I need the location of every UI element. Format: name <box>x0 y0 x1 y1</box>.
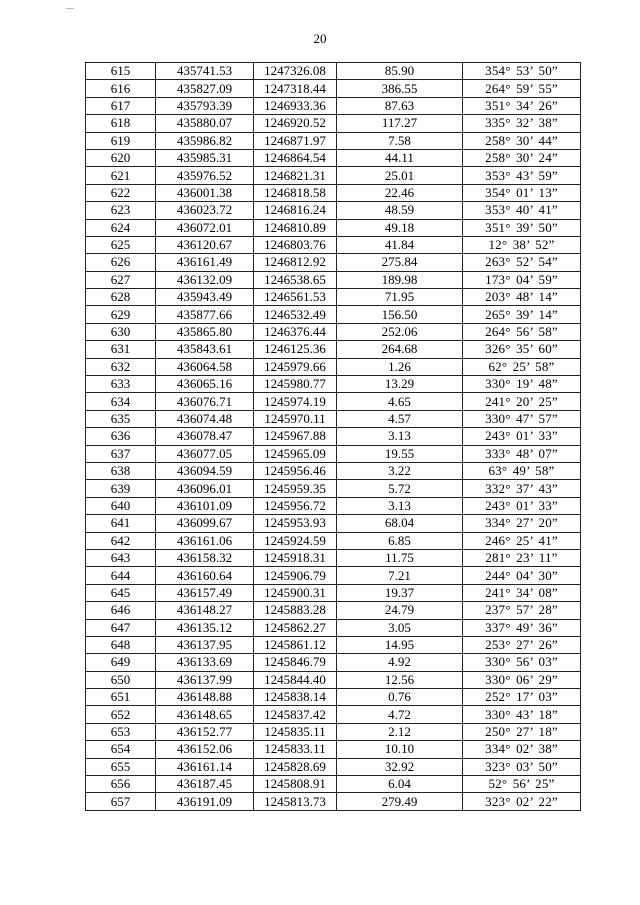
y-coordinate-cell: 1245918.31 <box>254 549 337 566</box>
x-coordinate-cell: 436074.48 <box>156 410 254 427</box>
bearing-cell: 323° 02’ 22” <box>463 793 581 810</box>
y-coordinate-cell: 1245837.42 <box>254 706 337 723</box>
x-coordinate-cell: 436137.95 <box>156 636 254 653</box>
distance-cell: 11.75 <box>337 549 463 566</box>
bearing-cell: 334° 27’ 20” <box>463 515 581 532</box>
y-coordinate-cell: 1245900.31 <box>254 584 337 601</box>
distance-cell: 7.58 <box>337 132 463 149</box>
y-coordinate-cell: 1246920.52 <box>254 115 337 132</box>
bearing-cell: 334° 02’ 38” <box>463 741 581 758</box>
table-row <box>86 323 581 340</box>
table-row <box>86 532 581 549</box>
x-coordinate-cell: 436094.59 <box>156 462 254 479</box>
bearing-cell: 203° 48’ 14” <box>463 289 581 306</box>
bearing-cell: 335° 32’ 38” <box>463 115 581 132</box>
table-row <box>86 723 581 740</box>
distance-cell: 13.29 <box>337 376 463 393</box>
distance-cell: 12.56 <box>337 671 463 688</box>
distance-cell: 279.49 <box>337 793 463 810</box>
distance-cell: 2.12 <box>337 723 463 740</box>
bearing-cell: 281° 23’ 11” <box>463 549 581 566</box>
distance-cell: 4.57 <box>337 410 463 427</box>
coordinates-table <box>85 62 581 811</box>
point-number-cell: 650 <box>86 671 156 688</box>
distance-cell: 22.46 <box>337 184 463 201</box>
point-number-cell: 636 <box>86 428 156 445</box>
distance-cell: 386.55 <box>337 80 463 97</box>
point-number-cell: 653 <box>86 723 156 740</box>
table-row <box>86 289 581 306</box>
x-coordinate-cell: 436133.69 <box>156 654 254 671</box>
y-coordinate-cell: 1246532.49 <box>254 306 337 323</box>
x-coordinate-cell: 436148.88 <box>156 689 254 706</box>
point-number-cell: 630 <box>86 323 156 340</box>
table-row <box>86 445 581 462</box>
y-coordinate-cell: 1245980.77 <box>254 376 337 393</box>
y-coordinate-cell: 1245846.79 <box>254 654 337 671</box>
x-coordinate-cell: 436096.01 <box>156 480 254 497</box>
point-number-cell: 632 <box>86 358 156 375</box>
x-coordinate-cell: 436023.72 <box>156 202 254 219</box>
x-coordinate-cell: 436148.65 <box>156 706 254 723</box>
bearing-cell: 258° 30’ 44” <box>463 132 581 149</box>
table-body <box>86 63 581 811</box>
distance-cell: 7.21 <box>337 567 463 584</box>
bearing-cell: 353° 43’ 59” <box>463 167 581 184</box>
point-number-cell: 644 <box>86 567 156 584</box>
bearing-cell: 241° 34’ 08” <box>463 584 581 601</box>
table-row <box>86 758 581 775</box>
bearing-cell: 265° 39’ 14” <box>463 306 581 323</box>
x-coordinate-cell: 436137.99 <box>156 671 254 688</box>
table-row <box>86 567 581 584</box>
table-row <box>86 254 581 271</box>
distance-cell: 189.98 <box>337 271 463 288</box>
bearing-cell: 250° 27’ 18” <box>463 723 581 740</box>
table-row <box>86 497 581 514</box>
x-coordinate-cell: 436077.05 <box>156 445 254 462</box>
distance-cell: 68.04 <box>337 515 463 532</box>
bearing-cell: 173° 04’ 59” <box>463 271 581 288</box>
distance-cell: 3.13 <box>337 428 463 445</box>
distance-cell: 25.01 <box>337 167 463 184</box>
table-row <box>86 689 581 706</box>
point-number-cell: 617 <box>86 97 156 114</box>
table-row <box>86 671 581 688</box>
table-row <box>86 393 581 410</box>
y-coordinate-cell: 1245844.40 <box>254 671 337 688</box>
distance-cell: 85.90 <box>337 63 463 80</box>
table-row <box>86 741 581 758</box>
bearing-cell: 258° 30’ 24” <box>463 149 581 166</box>
x-coordinate-cell: 436101.09 <box>156 497 254 514</box>
bearing-cell: 63° 49’ 58” <box>463 462 581 479</box>
x-coordinate-cell: 436161.49 <box>156 254 254 271</box>
point-number-cell: 652 <box>86 706 156 723</box>
point-number-cell: 631 <box>86 341 156 358</box>
distance-cell: 71.95 <box>337 289 463 306</box>
bearing-cell: 244° 04’ 30” <box>463 567 581 584</box>
table-row <box>86 306 581 323</box>
distance-cell: 264.68 <box>337 341 463 358</box>
bearing-cell: 332° 37’ 43” <box>463 480 581 497</box>
x-coordinate-cell: 436065.16 <box>156 376 254 393</box>
distance-cell: 19.55 <box>337 445 463 462</box>
x-coordinate-cell: 436064.58 <box>156 358 254 375</box>
y-coordinate-cell: 1245953.93 <box>254 515 337 532</box>
y-coordinate-cell: 1245965.09 <box>254 445 337 462</box>
point-number-cell: 642 <box>86 532 156 549</box>
distance-cell: 87.63 <box>337 97 463 114</box>
y-coordinate-cell: 1246538.65 <box>254 271 337 288</box>
y-coordinate-cell: 1245967.88 <box>254 428 337 445</box>
point-number-cell: 654 <box>86 741 156 758</box>
table-row <box>86 515 581 532</box>
table-row <box>86 428 581 445</box>
bearing-cell: 246° 25’ 41” <box>463 532 581 549</box>
table-row <box>86 602 581 619</box>
bearing-cell: 52° 56’ 25” <box>463 776 581 793</box>
bearing-cell: 243° 01’ 33” <box>463 497 581 514</box>
x-coordinate-cell: 436158.32 <box>156 549 254 566</box>
y-coordinate-cell: 1245862.27 <box>254 619 337 636</box>
distance-cell: 32.92 <box>337 758 463 775</box>
table-row <box>86 549 581 566</box>
y-coordinate-cell: 1246810.89 <box>254 219 337 236</box>
point-number-cell: 657 <box>86 793 156 810</box>
y-coordinate-cell: 1245833.11 <box>254 741 337 758</box>
point-number-cell: 618 <box>86 115 156 132</box>
bearing-cell: 330° 47’ 57” <box>463 410 581 427</box>
bearing-cell: 330° 56’ 03” <box>463 654 581 671</box>
x-coordinate-cell: 435943.49 <box>156 289 254 306</box>
y-coordinate-cell: 1245979.66 <box>254 358 337 375</box>
x-coordinate-cell: 435976.52 <box>156 167 254 184</box>
point-number-cell: 627 <box>86 271 156 288</box>
y-coordinate-cell: 1247326.08 <box>254 63 337 80</box>
bearing-cell: 243° 01’ 33” <box>463 428 581 445</box>
y-coordinate-cell: 1246376.44 <box>254 323 337 340</box>
y-coordinate-cell: 1245924.59 <box>254 532 337 549</box>
y-coordinate-cell: 1246125.36 <box>254 341 337 358</box>
point-number-cell: 645 <box>86 584 156 601</box>
point-number-cell: 634 <box>86 393 156 410</box>
bearing-cell: 351° 34’ 26” <box>463 97 581 114</box>
x-coordinate-cell: 435880.07 <box>156 115 254 132</box>
y-coordinate-cell: 1246816.24 <box>254 202 337 219</box>
table-row <box>86 776 581 793</box>
point-number-cell: 638 <box>86 462 156 479</box>
distance-cell: 3.05 <box>337 619 463 636</box>
point-number-cell: 639 <box>86 480 156 497</box>
point-number-cell: 656 <box>86 776 156 793</box>
point-number-cell: 635 <box>86 410 156 427</box>
x-coordinate-cell: 436148.27 <box>156 602 254 619</box>
y-coordinate-cell: 1245883.28 <box>254 602 337 619</box>
y-coordinate-cell: 1246864.54 <box>254 149 337 166</box>
distance-cell: 275.84 <box>337 254 463 271</box>
x-coordinate-cell: 435986.82 <box>156 132 254 149</box>
bearing-cell: 333° 48’ 07” <box>463 445 581 462</box>
table-row <box>86 654 581 671</box>
point-number-cell: 620 <box>86 149 156 166</box>
y-coordinate-cell: 1245835.11 <box>254 723 337 740</box>
table-row <box>86 63 581 80</box>
table-row <box>86 584 581 601</box>
x-coordinate-cell: 436187.45 <box>156 776 254 793</box>
point-number-cell: 647 <box>86 619 156 636</box>
table-row <box>86 236 581 253</box>
distance-cell: 252.06 <box>337 323 463 340</box>
point-number-cell: 622 <box>86 184 156 201</box>
x-coordinate-cell: 435827.09 <box>156 80 254 97</box>
point-number-cell: 648 <box>86 636 156 653</box>
y-coordinate-cell: 1245808.91 <box>254 776 337 793</box>
bearing-cell: 263° 52’ 54” <box>463 254 581 271</box>
y-coordinate-cell: 1245959.35 <box>254 480 337 497</box>
y-coordinate-cell: 1245956.46 <box>254 462 337 479</box>
point-number-cell: 641 <box>86 515 156 532</box>
y-coordinate-cell: 1245974.19 <box>254 393 337 410</box>
distance-cell: 156.50 <box>337 306 463 323</box>
bearing-cell: 62° 25’ 58” <box>463 358 581 375</box>
distance-cell: 0.76 <box>337 689 463 706</box>
x-coordinate-cell: 436132.09 <box>156 271 254 288</box>
bearing-cell: 237° 57’ 28” <box>463 602 581 619</box>
table-row <box>86 410 581 427</box>
y-coordinate-cell: 1245956.72 <box>254 497 337 514</box>
distance-cell: 41.84 <box>337 236 463 253</box>
y-coordinate-cell: 1246803.76 <box>254 236 337 253</box>
table-row <box>86 376 581 393</box>
bearing-cell: 330° 19’ 48” <box>463 376 581 393</box>
y-coordinate-cell: 1245970.11 <box>254 410 337 427</box>
y-coordinate-cell: 1246561.53 <box>254 289 337 306</box>
bearing-cell: 326° 35’ 60” <box>463 341 581 358</box>
x-coordinate-cell: 435865.80 <box>156 323 254 340</box>
table-row <box>86 706 581 723</box>
x-coordinate-cell: 436161.14 <box>156 758 254 775</box>
table-row <box>86 462 581 479</box>
point-number-cell: 633 <box>86 376 156 393</box>
x-coordinate-cell: 435843.61 <box>156 341 254 358</box>
bearing-cell: 253° 27’ 26” <box>463 636 581 653</box>
x-coordinate-cell: 436120.67 <box>156 236 254 253</box>
x-coordinate-cell: 436072.01 <box>156 219 254 236</box>
distance-cell: 48.59 <box>337 202 463 219</box>
bearing-cell: 337° 49’ 36” <box>463 619 581 636</box>
distance-cell: 6.85 <box>337 532 463 549</box>
table-row <box>86 341 581 358</box>
y-coordinate-cell: 1245838.14 <box>254 689 337 706</box>
x-coordinate-cell: 436078.47 <box>156 428 254 445</box>
distance-cell: 3.13 <box>337 497 463 514</box>
table-row <box>86 271 581 288</box>
point-number-cell: 651 <box>86 689 156 706</box>
y-coordinate-cell: 1246933.36 <box>254 97 337 114</box>
table-row <box>86 149 581 166</box>
x-coordinate-cell: 436099.67 <box>156 515 254 532</box>
x-coordinate-cell: 435877.66 <box>156 306 254 323</box>
y-coordinate-cell: 1245828.69 <box>254 758 337 775</box>
distance-cell: 6.04 <box>337 776 463 793</box>
table-row <box>86 358 581 375</box>
distance-cell: 5.72 <box>337 480 463 497</box>
x-coordinate-cell: 436152.06 <box>156 741 254 758</box>
point-number-cell: 624 <box>86 219 156 236</box>
table-row <box>86 619 581 636</box>
bearing-cell: 252° 17’ 03” <box>463 689 581 706</box>
bearing-cell: 330° 06’ 29” <box>463 671 581 688</box>
x-coordinate-cell: 436157.49 <box>156 584 254 601</box>
table-row <box>86 636 581 653</box>
point-number-cell: 649 <box>86 654 156 671</box>
distance-cell: 4.92 <box>337 654 463 671</box>
bearing-cell: 323° 03’ 50” <box>463 758 581 775</box>
y-coordinate-cell: 1246821.31 <box>254 167 337 184</box>
bearing-cell: 264° 59’ 55” <box>463 80 581 97</box>
x-coordinate-cell: 435741.53 <box>156 63 254 80</box>
y-coordinate-cell: 1245861.12 <box>254 636 337 653</box>
y-coordinate-cell: 1247318.44 <box>254 80 337 97</box>
table-row <box>86 219 581 236</box>
point-number-cell: 626 <box>86 254 156 271</box>
distance-cell: 117.27 <box>337 115 463 132</box>
point-number-cell: 625 <box>86 236 156 253</box>
distance-cell: 10.10 <box>337 741 463 758</box>
distance-cell: 24.79 <box>337 602 463 619</box>
point-number-cell: 616 <box>86 80 156 97</box>
x-coordinate-cell: 436191.09 <box>156 793 254 810</box>
table-row <box>86 480 581 497</box>
bearing-cell: 354° 53’ 50” <box>463 63 581 80</box>
point-number-cell: 637 <box>86 445 156 462</box>
y-coordinate-cell: 1246871.97 <box>254 132 337 149</box>
point-number-cell: 629 <box>86 306 156 323</box>
bearing-cell: 241° 20’ 25” <box>463 393 581 410</box>
table-row <box>86 184 581 201</box>
x-coordinate-cell: 436160.64 <box>156 567 254 584</box>
x-coordinate-cell: 436001.38 <box>156 184 254 201</box>
x-coordinate-cell: 436152.77 <box>156 723 254 740</box>
table-row <box>86 132 581 149</box>
distance-cell: 19.37 <box>337 584 463 601</box>
table-row <box>86 202 581 219</box>
bearing-cell: 354° 01’ 13” <box>463 184 581 201</box>
x-coordinate-cell: 435793.39 <box>156 97 254 114</box>
x-coordinate-cell: 436076.71 <box>156 393 254 410</box>
x-coordinate-cell: 435985.31 <box>156 149 254 166</box>
distance-cell: 44.11 <box>337 149 463 166</box>
y-coordinate-cell: 1245813.73 <box>254 793 337 810</box>
table-row <box>86 793 581 810</box>
point-number-cell: 623 <box>86 202 156 219</box>
table-row <box>86 115 581 132</box>
y-coordinate-cell: 1246818.58 <box>254 184 337 201</box>
point-number-cell: 643 <box>86 549 156 566</box>
bearing-cell: 353° 40’ 41” <box>463 202 581 219</box>
table-row <box>86 167 581 184</box>
distance-cell: 4.65 <box>337 393 463 410</box>
distance-cell: 3.22 <box>337 462 463 479</box>
y-coordinate-cell: 1245906.79 <box>254 567 337 584</box>
point-number-cell: 619 <box>86 132 156 149</box>
table-row <box>86 80 581 97</box>
table-row <box>86 97 581 114</box>
distance-cell: 4.72 <box>337 706 463 723</box>
distance-cell: 49.18 <box>337 219 463 236</box>
bearing-cell: 330° 43’ 18” <box>463 706 581 723</box>
y-coordinate-cell: 1246812.92 <box>254 254 337 271</box>
distance-cell: 14.95 <box>337 636 463 653</box>
scan-mark <box>66 8 74 9</box>
bearing-cell: 264° 56’ 58” <box>463 323 581 340</box>
page-number: 20 <box>313 31 327 46</box>
bearing-cell: 351° 39’ 50” <box>463 219 581 236</box>
point-number-cell: 615 <box>86 63 156 80</box>
bearing-cell: 12° 38’ 52” <box>463 236 581 253</box>
point-number-cell: 640 <box>86 497 156 514</box>
point-number-cell: 621 <box>86 167 156 184</box>
distance-cell: 1.26 <box>337 358 463 375</box>
x-coordinate-cell: 436161.06 <box>156 532 254 549</box>
x-coordinate-cell: 436135.12 <box>156 619 254 636</box>
point-number-cell: 655 <box>86 758 156 775</box>
point-number-cell: 628 <box>86 289 156 306</box>
point-number-cell: 646 <box>86 602 156 619</box>
